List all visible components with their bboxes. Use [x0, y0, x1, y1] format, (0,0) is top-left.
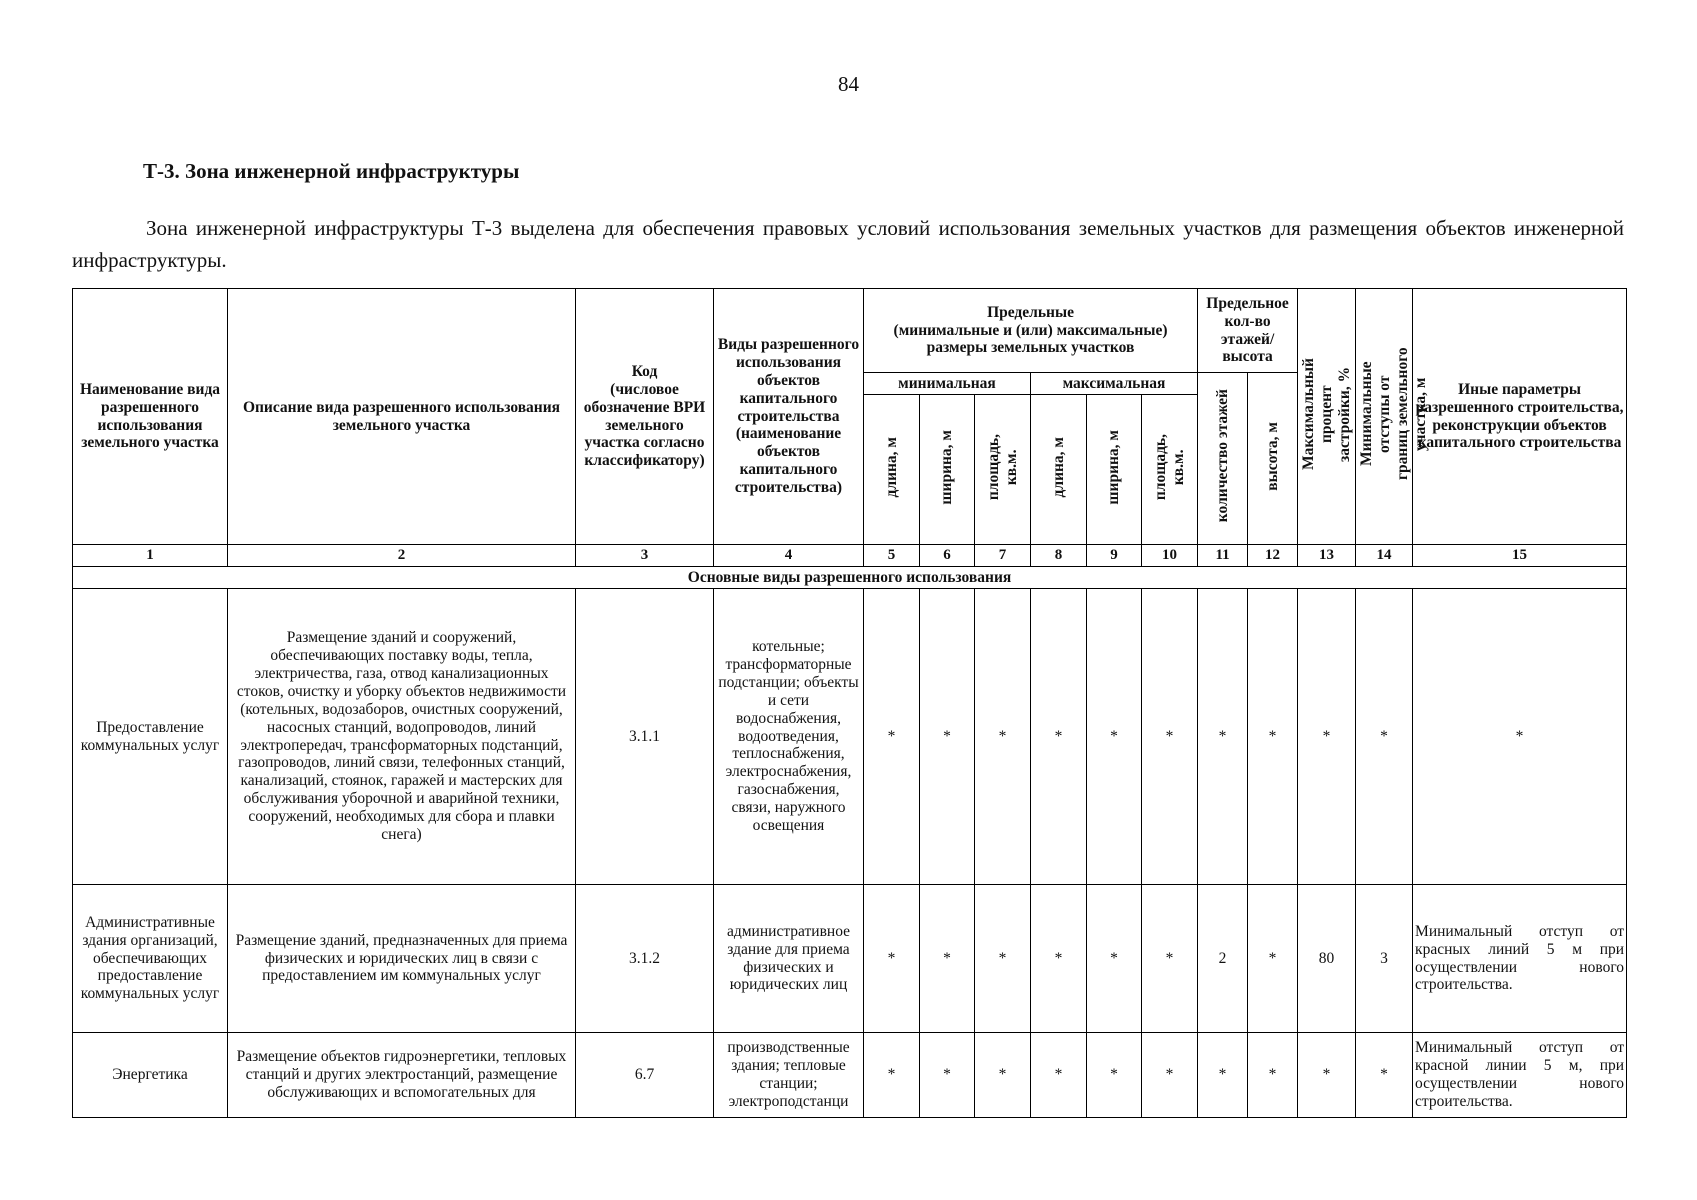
zone-regulations-table	[72, 288, 1627, 1118]
row-value: *	[920, 1033, 975, 1118]
header-height	[1248, 373, 1298, 545]
row-value: *	[1087, 589, 1142, 885]
row-other-params: Минимальный отступ от красной линии 5 м, при осуществлении нового строительства.	[1413, 1033, 1627, 1118]
row-description: Размещение объектов гидроэнергетики, тепловых станций и других электростанций, размещение обслуживающих и вспомогательных для	[228, 1033, 576, 1118]
row-value: *	[975, 589, 1031, 885]
row-name: Энергетика	[73, 1033, 228, 1118]
column-number: 14	[1356, 545, 1413, 567]
row-value: *	[1356, 1033, 1413, 1118]
row-value: *	[1087, 1033, 1142, 1118]
column-number: 8	[1031, 545, 1087, 567]
header-min-area-label: площадь, кв.м.	[984, 433, 1020, 501]
column-number: 3	[576, 545, 714, 567]
row-value: *	[975, 1033, 1031, 1118]
column-numbers-row	[73, 545, 1627, 567]
row-value: *	[864, 1033, 920, 1118]
header-min-setback-label: Минимальные отступы от границ земельного участка, м	[1358, 347, 1429, 481]
column-number: 4	[714, 545, 864, 567]
row-other-params: Минимальный отступ от красных линий 5 м при осуществлении нового строительства.	[1413, 885, 1627, 1033]
column-number: 11	[1198, 545, 1248, 567]
header-min-width-label: ширина, м	[938, 429, 956, 505]
header-max-length	[1031, 395, 1087, 545]
row-value: *	[1356, 589, 1413, 885]
row-value: *	[1248, 1033, 1298, 1118]
header-height-label: высота, м	[1263, 421, 1281, 491]
row-value: *	[1248, 885, 1298, 1033]
header-floors-label: количество этажей	[1213, 389, 1231, 523]
row-code: 3.1.1	[576, 589, 714, 885]
column-number: 2	[228, 545, 576, 567]
row-value: *	[1298, 589, 1356, 885]
column-number: 13	[1298, 545, 1356, 567]
row-description: Размещение зданий и сооружений, обеспечивающих поставку воды, тепла, электричества, газа, отвод канализационных стоков, очистку и уборку объектов недвижимости (котельных, водозаборов, очистных сооружений, насосных станций, водопроводов, линий электропередач, трансформаторных подстанций, газопроводов, линий связи, телефонных станций, канализаций, стоянок, гаражей и мастерских для обслуживания уборочной и аварийной техники, сооружений, необходимых для сбора и плавки снега)	[228, 589, 576, 885]
header-min-area	[975, 395, 1031, 545]
row-value: *	[1142, 885, 1198, 1033]
header-minimum: минимальная	[864, 373, 1031, 395]
row-types: котельные; трансформаторные подстанции; объекты и сети водоснабжения, водоотведения, теплоснабжения, электроснабжения, газоснабжения, связи, наружного освещения	[714, 589, 864, 885]
column-number: 6	[920, 545, 975, 567]
row-code: 6.7	[576, 1033, 714, 1118]
row-value: *	[975, 885, 1031, 1033]
row-value: 2	[1198, 885, 1248, 1033]
header-min-width	[920, 395, 975, 545]
row-value: *	[1142, 1033, 1198, 1118]
row-value: *	[1031, 1033, 1087, 1118]
section-label-row: Основные виды разрешенного использования	[73, 567, 1627, 589]
row-value: *	[1142, 589, 1198, 885]
header-floors-group: Предельное кол-во этажей/ высота	[1198, 289, 1298, 373]
row-value: *	[920, 589, 975, 885]
row-value: 80	[1298, 885, 1356, 1033]
header-types: Виды разрешенного использования объектов капитального строительства (наименование объектов капитального строительства)	[714, 289, 864, 545]
intro-paragraph: Зона инженерной инфраструктуры Т-3 выделена для обеспечения правовых условий использования земельных участков для размещения объектов инженерной инфраструктуры.	[72, 216, 1624, 272]
header-plot-limits: Предельные (минимальные и (или) максимальные) размеры земельных участков	[864, 289, 1198, 373]
row-types: административное здание для приема физических и юридических лиц	[714, 885, 864, 1033]
table-row	[73, 1033, 1627, 1118]
row-value: *	[920, 885, 975, 1033]
row-value: *	[864, 885, 920, 1033]
header-max-length-label: длина, м	[1049, 436, 1067, 498]
table-row	[73, 589, 1627, 885]
column-number: 1	[73, 545, 228, 567]
row-value: *	[864, 589, 920, 885]
row-code: 3.1.2	[576, 885, 714, 1033]
header-max-percent	[1298, 289, 1356, 545]
header-name: Наименование вида разрешенного использования земельного участка	[73, 289, 228, 545]
header-maximum: максимальная	[1031, 373, 1198, 395]
table-row	[73, 885, 1627, 1033]
header-min-setback	[1356, 289, 1429, 545]
row-value: *	[1298, 1033, 1356, 1118]
row-value: *	[1031, 885, 1087, 1033]
page-number: 84	[838, 72, 859, 96]
column-number: 7	[975, 545, 1031, 567]
header-other-params: Иные параметры разрешенного строительства, реконструкции объектов капитального строительства	[1413, 289, 1627, 545]
row-description: Размещение зданий, предназначенных для приема физических и юридических лиц в связи с предоставлением им коммунальных услуг	[228, 885, 576, 1033]
column-number: 9	[1087, 545, 1142, 567]
header-max-width	[1087, 395, 1142, 545]
header-code: Код (числовое обозначение ВРИ земельного участка согласно классификатору)	[576, 289, 714, 545]
header-max-width-label: ширина, м	[1105, 429, 1123, 505]
header-max-area-label: площадь, кв.м.	[1151, 433, 1187, 501]
row-name: Административные здания организаций, обеспечивающих предоставление коммунальных услуг	[73, 885, 228, 1033]
column-number: 5	[864, 545, 920, 567]
header-description: Описание вида разрешенного использования земельного участка	[228, 289, 576, 545]
header-max-percent-label: Максимальный процент застройки, %	[1300, 358, 1353, 470]
row-value: *	[1031, 589, 1087, 885]
column-number: 12	[1248, 545, 1298, 567]
header-floors	[1198, 373, 1248, 545]
row-types: производственные здания; тепловые станции; электроподстанци	[714, 1033, 864, 1118]
row-other-params: *	[1413, 589, 1627, 885]
row-value: 3	[1356, 885, 1413, 1033]
header-min-length-label: длина, м	[882, 436, 900, 498]
header-max-area	[1142, 395, 1198, 545]
row-value: *	[1198, 589, 1248, 885]
row-value: *	[1248, 589, 1298, 885]
section-title: Т-3. Зона инженерной инфраструктуры	[143, 159, 520, 183]
row-value: *	[1087, 885, 1142, 1033]
row-value: *	[1198, 1033, 1248, 1118]
row-name: Предоставление коммунальных услуг	[73, 589, 228, 885]
column-number: 15	[1413, 545, 1627, 567]
header-min-length	[864, 395, 920, 545]
column-number: 10	[1142, 545, 1198, 567]
